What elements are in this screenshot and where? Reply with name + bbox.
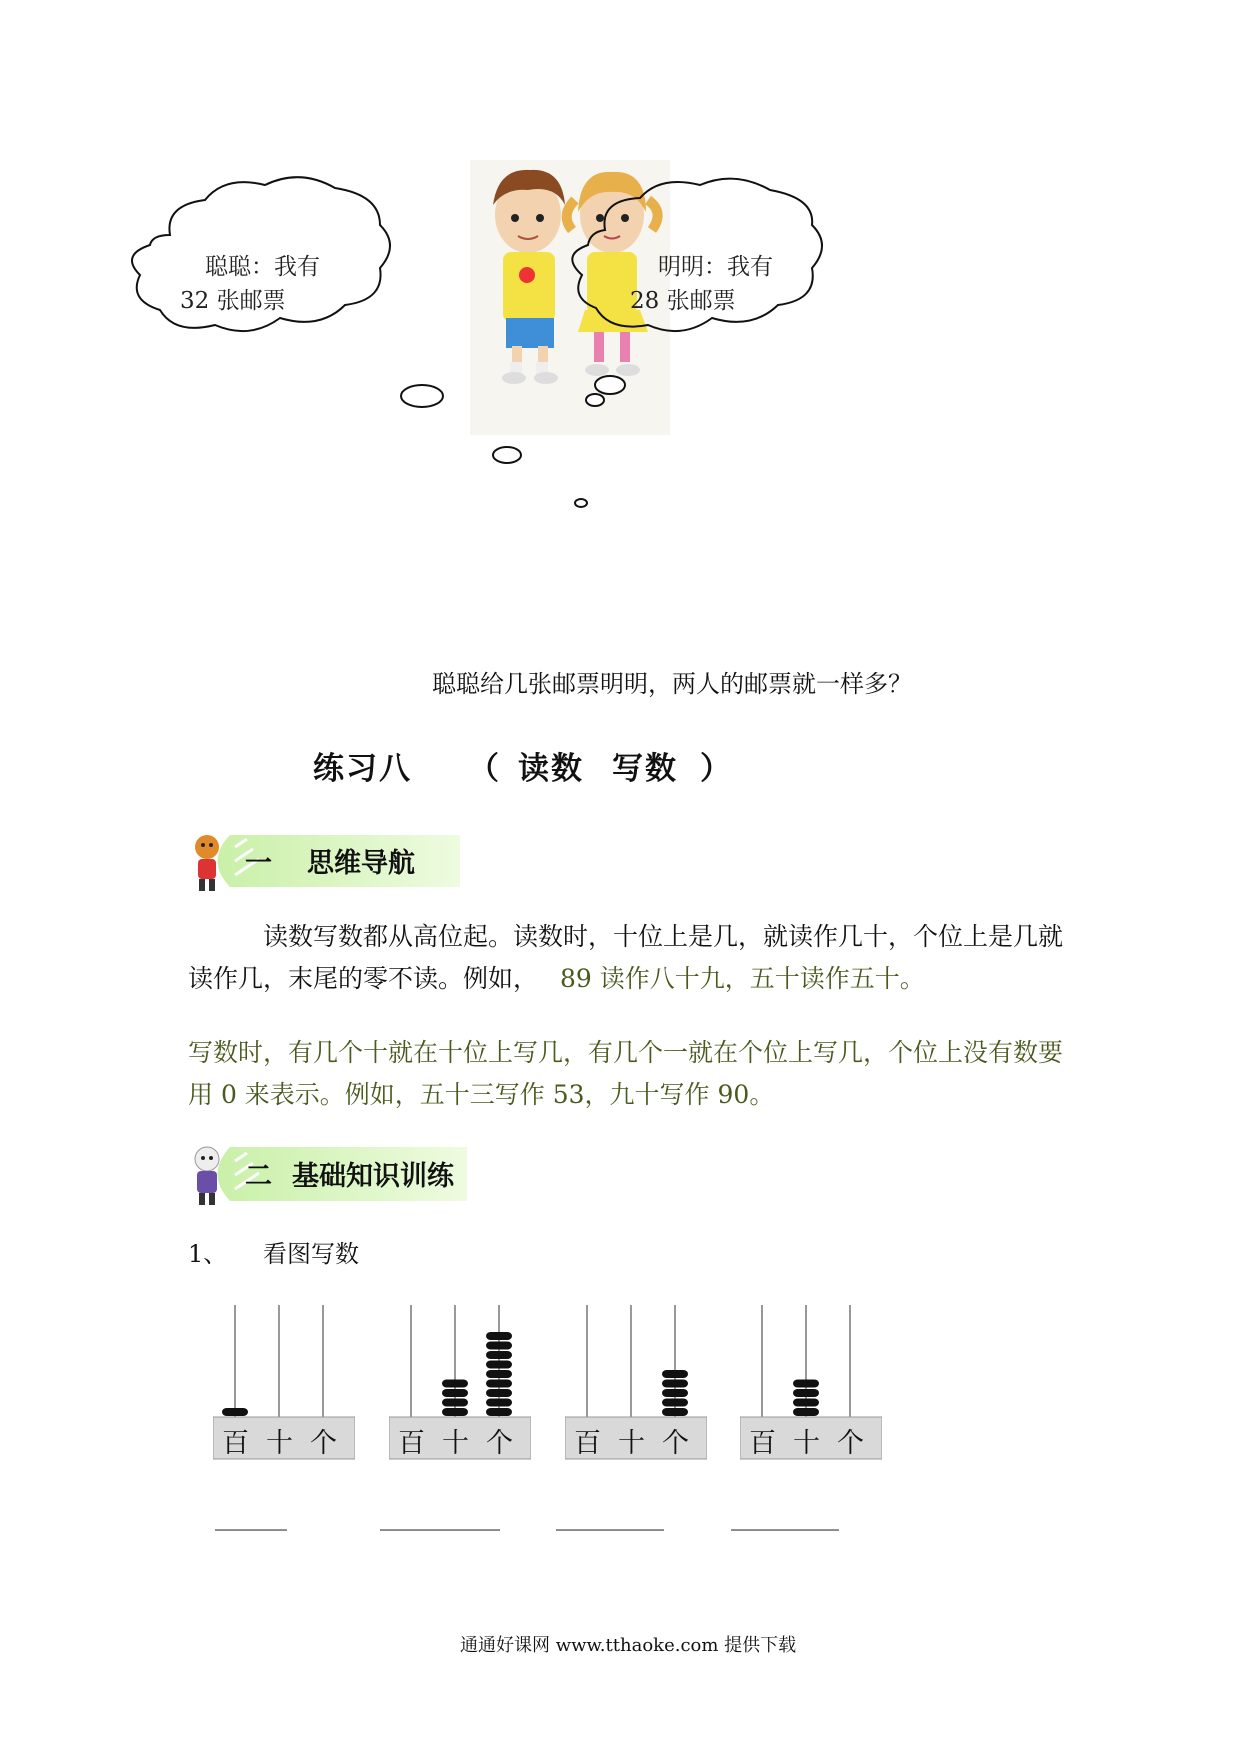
abacus-bead (222, 1408, 248, 1416)
abacus-bead (793, 1389, 819, 1397)
right-bubble-line1: 明明：我有 (658, 254, 773, 280)
question-text: 聪聪给几张邮票明明，两人的邮票就一样多？ (432, 670, 912, 698)
abacus-bead (486, 1370, 512, 1378)
abacus-bead (442, 1399, 468, 1407)
footer-text: 通通好课网 www.tthaoke.com 提供下载 (460, 1635, 797, 1656)
abacus-bead (793, 1380, 819, 1388)
abacus-label-hundreds: 百 (398, 1428, 425, 1459)
title-word-read: 读数 (518, 751, 584, 787)
abacus-label-hundreds: 百 (574, 1428, 601, 1459)
abacus-bead (486, 1361, 512, 1369)
section2-label: 基础知识训练 (292, 1161, 454, 1192)
abacus-label-tens: 十 (442, 1428, 469, 1459)
abacus-label-hundreds: 百 (749, 1428, 776, 1459)
page-title: 练习八 (313, 751, 412, 787)
answer-blank-1[interactable]: ______ (215, 1503, 287, 1531)
abacus-bead (662, 1389, 688, 1397)
abacus-bead (486, 1389, 512, 1397)
section2-number: 二 (245, 1161, 272, 1192)
title-paren-open: （ (468, 751, 501, 787)
abacus-label-tens: 十 (793, 1428, 820, 1459)
abacus-label-tens: 十 (618, 1428, 645, 1459)
abacus-bead (442, 1389, 468, 1397)
abacus-label-ones: 个 (837, 1428, 864, 1459)
paragraph1-line2-plain: 读作几，末尾的零不读。例如， (188, 964, 539, 993)
paragraph2-line1: 写数时，有几个十就在十位上写几，有几个一就在个位上写几，个位上没有数要 (188, 1038, 1064, 1067)
section1-label: 思维导航 (307, 848, 415, 879)
abacus-bead (486, 1332, 512, 1340)
answer-blank-4[interactable]: _________ (731, 1503, 839, 1531)
abacus-label-ones: 个 (310, 1428, 337, 1459)
abacus-bead (662, 1399, 688, 1407)
exercise-label: 看图写数 (263, 1240, 359, 1268)
exercise-number: 1、 (188, 1240, 228, 1268)
abacus-bead (442, 1408, 468, 1416)
answer-blank-2[interactable]: __________ (380, 1503, 500, 1531)
left-bubble-line2: 32 张邮票 (180, 288, 286, 314)
abacus-bead (662, 1408, 688, 1416)
illustration (0, 0, 1240, 560)
abacus-bead (486, 1380, 512, 1388)
abacus-bead (793, 1408, 819, 1416)
right-bubble-line2: 28 张邮票 (630, 288, 736, 314)
mascot-icon (195, 835, 219, 891)
left-bubble-line1: 聪聪：我有 (205, 254, 320, 280)
paragraph1-line1: 读数写数都从高位起。读数时，十位上是几，就读作几十，个位上是几就 (263, 922, 1064, 951)
paragraph1-line2 (188, 958, 925, 1000)
sheep-mascot-icon (195, 1147, 219, 1205)
title-word-write: 写数 (612, 751, 678, 787)
section1-number: 一 (245, 848, 272, 879)
abacus-bead (486, 1399, 512, 1407)
abacus-bead (486, 1351, 512, 1359)
abacus-bead (662, 1370, 688, 1378)
abacus-bead (662, 1380, 688, 1388)
abacus-label-hundreds: 百 (222, 1428, 249, 1459)
abacus-label-tens: 十 (266, 1428, 293, 1459)
abacus-bead (486, 1342, 512, 1350)
abacus-bead (486, 1408, 512, 1416)
paragraph1-line2-example: 89 读作八十九，五十读作五十。 (559, 964, 925, 993)
abacus-label-ones: 个 (662, 1428, 689, 1459)
title-paren-close: ） (700, 751, 733, 787)
abacus-bead (793, 1399, 819, 1407)
abacus-bead (442, 1380, 468, 1388)
abacus-label-ones: 个 (486, 1428, 513, 1459)
paragraph2-line2: 用 0 来表示。例如，五十三写作 53，九十写作 90。 (188, 1080, 775, 1109)
answer-blank-3[interactable]: _________ (556, 1503, 664, 1531)
